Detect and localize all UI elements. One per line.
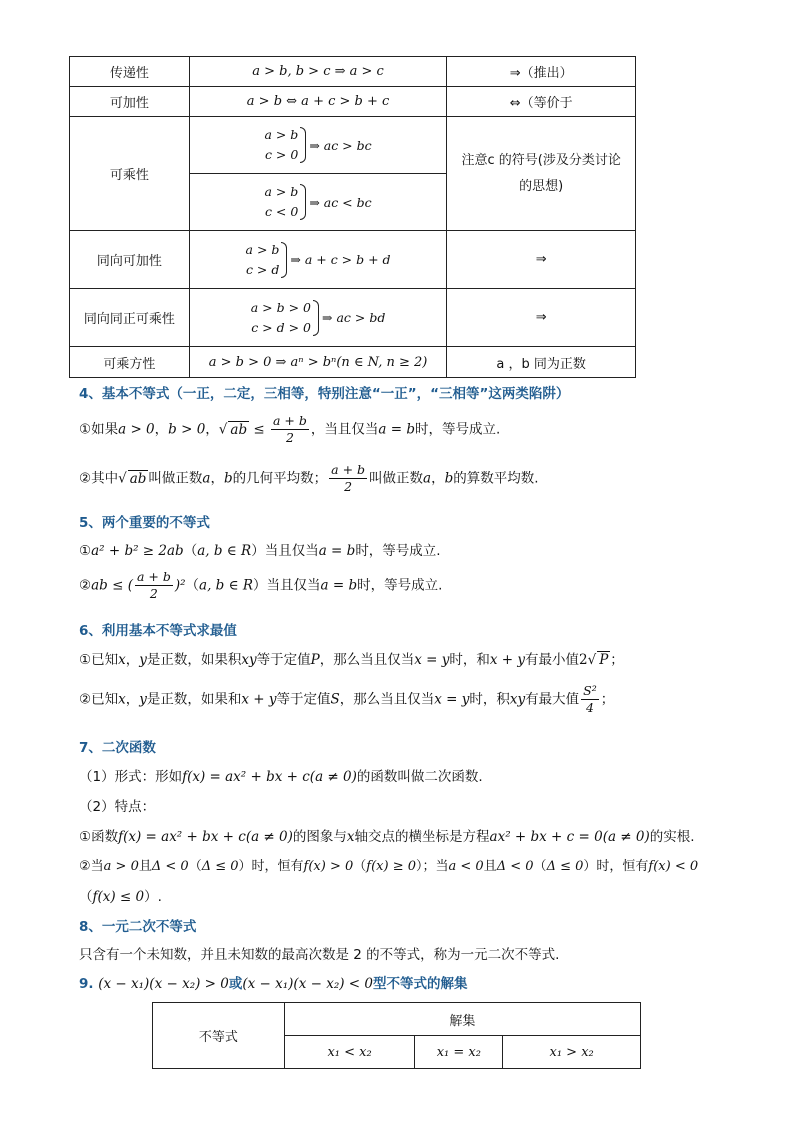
table-row <box>70 289 636 347</box>
s4-line-2: ②其中√ ab 叫做正数a，b的几何平均数； $\frac{a + b}{2}$ 叫做正数a，b的算数平均数. <box>79 462 539 494</box>
property-note: ⇔（等价于 <box>447 87 636 117</box>
brace-formula: a > b > 0 c > d > 0 ⇒ ac > bd <box>250 299 386 335</box>
brace-icon <box>300 184 306 220</box>
property-name: 同向可加性 <box>70 231 190 289</box>
brace-formula: a > b c > 0 ⇒ ac > bc <box>264 127 372 162</box>
brace-formula: a > b c < 0 ⇒ ac < bc <box>264 184 372 219</box>
table-row <box>70 117 636 174</box>
fraction: $\frac{a + b}{2}$ <box>331 462 366 494</box>
property-name: 可加性 <box>70 87 190 117</box>
property-note: ⇒（推出） <box>447 57 636 87</box>
property-note: ⇒ <box>447 231 636 289</box>
properties-table <box>69 56 636 378</box>
brace-icon <box>313 300 319 336</box>
table-row <box>70 347 636 378</box>
s8-line-1: 只含有一个未知数，并且未知数的最高次数是 2 的不等式，称为一元二次不等式. <box>79 947 560 963</box>
solution-set-table <box>152 1002 641 1069</box>
s4-line-1: ①如果a > 0，b > 0，√ ab ≤ $\frac{a + b}{2}$ ，当且仅当a = b时，等号成立. <box>79 413 501 445</box>
s7-line-2: （2）特点： <box>79 799 156 815</box>
property-formula <box>189 174 447 231</box>
fraction: $\frac{\text{S²}}{4}$ <box>583 683 597 715</box>
s6-line-2: ②已知x，y是正数，如果和x + y等于定值S，那么当且仅当x = y时，积xy有最大值 $\frac{\text{S²}}{4}$ ； <box>79 683 615 715</box>
brace-icon <box>281 242 287 278</box>
property-note: a ，b 同为正数 <box>447 347 636 378</box>
section-8-heading: 8、一元二次不等式 <box>79 919 197 935</box>
table-row <box>153 1003 641 1036</box>
s7-line-3: ①函数f(x) = ax² + bx + c(a ≠ 0)的图象与x轴交点的横坐标是方程ax² + bx + c = 0(a ≠ 0)的实根. <box>79 829 695 845</box>
property-name: 传递性 <box>70 57 190 87</box>
s7-line-5: （f(x) ≤ 0）. <box>79 889 162 905</box>
brace-formula: a > b c > d ⇒ a + c > b + d <box>245 241 391 277</box>
section-5-heading: 5、两个重要的不等式 <box>79 515 210 531</box>
subheader-case: x₁ = x₂ <box>415 1036 503 1069</box>
s7-line-1: （1）形式：形如f(x) = ax² + bx + c(a ≠ 0)的函数叫做二次函数. <box>79 769 483 785</box>
table-row <box>70 57 636 87</box>
table-row <box>70 231 636 289</box>
section-9-heading: 9. (x − x₁)(x − x₂) > 0或(x − x₁)(x − x₂) < 0型不等式的解集 <box>79 976 468 992</box>
property-formula: a > b > 0 ⇒ aⁿ > bⁿ(n ∈ N, n ≥ 2) <box>189 347 447 378</box>
s7-line-4: ②当a > 0且Δ < 0（Δ ≤ 0）时，恒有f(x) > 0（f(x) ≥ 0）；当a < 0且Δ < 0（Δ ≤ 0）时，恒有f(x) < 0 <box>79 859 699 874</box>
property-formula: a > b ⇔ a + c > b + c <box>189 87 447 117</box>
property-formula <box>189 289 447 347</box>
property-formula <box>189 231 447 289</box>
header-inequality: 不等式 <box>153 1003 285 1069</box>
fraction: $\frac{a + b}{2}$ <box>136 569 171 601</box>
table-row <box>70 87 636 117</box>
property-name: 同向同正可乘性 <box>70 289 190 347</box>
property-formula: a > b, b > c ⇒ a > c <box>189 57 447 87</box>
fraction: $\frac{a + b}{2}$ <box>273 413 307 445</box>
s6-line-1: ①已知x，y是正数，如果积xy等于定值P，那么当且仅当x = y时，和x + y有最小值2√ P ； <box>79 652 624 668</box>
section-7-heading: 7、二次函数 <box>79 740 156 756</box>
subheader-case: x₁ < x₂ <box>284 1036 415 1069</box>
s5-line-2: ②ab ≤ ( $\frac{a + b}{2}$ )²（a, b ∈ R）当且仅当a = b时，等号成立. <box>79 569 443 601</box>
property-note: ⇒ <box>447 289 636 347</box>
subheader-case: x₁ > x₂ <box>503 1036 641 1069</box>
s5-line-1: ①a² + b² ≥ 2ab（a, b ∈ R）当且仅当a = b时，等号成立. <box>79 543 441 559</box>
property-name: 可乘方性 <box>70 347 190 378</box>
property-name: 可乘性 <box>70 117 190 231</box>
property-formula <box>189 117 447 174</box>
brace-icon <box>300 127 306 163</box>
property-note: 注意c 的符号(涉及分类讨论 的思想) <box>447 117 636 231</box>
section-4-heading: 4、基本不等式（一正，二定，三相等，特别注意“一正”，“三相等”这两类陷阱） <box>79 386 570 402</box>
section-6-heading: 6、利用基本不等式求最值 <box>79 623 237 639</box>
header-solution-set: 解集 <box>284 1003 640 1036</box>
